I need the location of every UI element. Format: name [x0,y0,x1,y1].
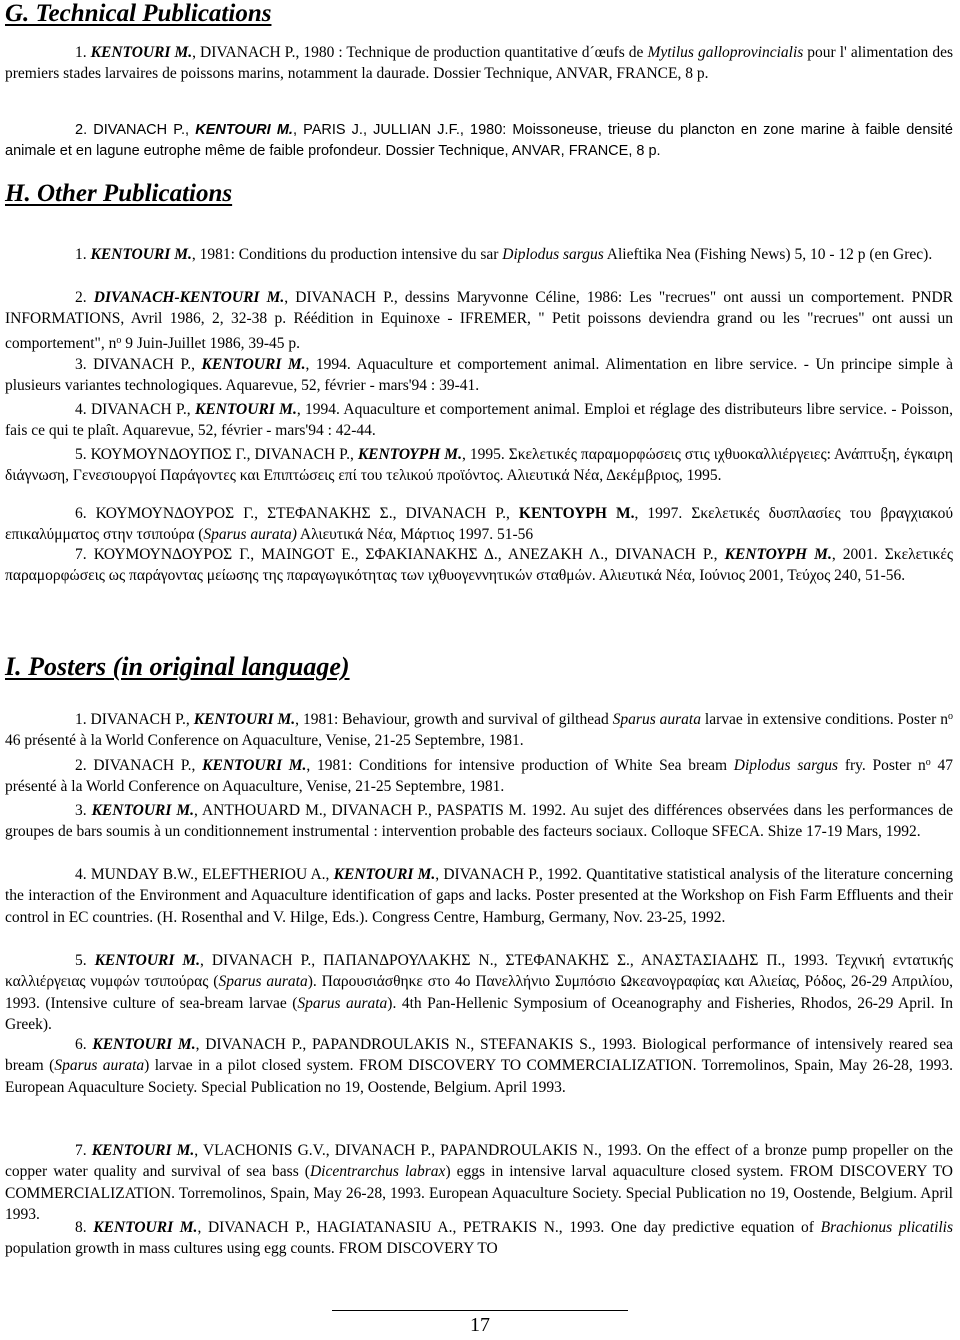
entry-text: larvae in extensive conditions. Poster n [701,711,948,728]
entry-text: , DIVANACH P., HAGIATANASIU A., PETRAKIS N., 1993. One day predictive equation of [197,1219,821,1236]
entry-text: , VLACHONIS G.V., DIVANACH P., PAPANDROULAKIS N., 1993. On the effect of a bronze pump propeller on the copper water quality and survival of sea bass ( [5,1142,954,1181]
entry-text: KENTOURI M. [195,401,297,418]
entry-text: , DIVANACH P., dessins Maryvonne Céline, 1986: Les "recrues" ont aussi un comportement. PNDR INFORMATIONS, Avril 1986, 2, 32-38 p. Réédition in Equinoxe - IFREMER, " Petit poissons deviendra grand ou les "recrues" ont aussi un comportement", n [5,289,954,352]
entry-text: Sparus aurata [218,973,308,991]
publication-entry [5,42,953,85]
entry-text: o [925,757,931,768]
entry-text: ΚΕΝΤΟΥΡΗ Μ. [724,546,832,563]
entry-text: 4. MUNDAY B.W., ELEFTHERIOU A., [75,866,334,883]
publication-entry [5,354,953,397]
entry-text: 3. DIVANACH P., [75,356,202,373]
entry-text: fry. Poster n [838,757,926,774]
entry-text: KENTOURI M. [333,866,436,883]
publication-entry [5,752,953,798]
publication-entry [5,1140,953,1226]
publication-entry [5,120,953,163]
entry-text: Brachionus plicatilis [820,1219,954,1236]
entry-text: KENTOURI M. [94,952,201,969]
entry-text: ). 4th Pan-Hellenic Symposium of Oceanography and Fisheries, Rhodos, 26-29 April. In Greek). [5,994,953,1034]
publication-entry [5,864,953,928]
entry-text: , 2001. Σκελετικές παραμορφώσεις ως παράγοντας μείωσης της παραγωγικότητας των ιχθυογεννητικών σταθμών. Αλιευτικά Νέα, Ιούνιος 2001, Τεύχος 240, 51-56. [5,546,953,585]
publication-entry [5,1034,953,1098]
entry-text: ΚΕΝΤΟΥΡΗ Μ. [357,446,462,463]
section-heading-other-publications: H. Other Publications [5,180,233,207]
entry-text: 6. [75,1036,93,1053]
entry-text: , 1981: Conditions for intensive production of White Sea bream [306,757,734,774]
entry-text: KENTOURI M. [92,1036,196,1053]
entry-text: o [947,711,953,722]
entry-text: 1. DIVANACH P., [75,711,194,728]
entry-text: , DIVANACH P., ΠΑΠΑΝΔΡΟΥΛΑΚΗΣ Ν., ΣΤΕΦΑΝΑΚΗΣ Σ., ΑΝΑΣΤΑΣΙΑΔΗΣ Π., 1993. Τεχνική εντατικής καλλιέργειας νυμφών τσιπούρας ( [5,952,953,991]
entry-text: Sparus aurata [612,711,701,728]
entry-text: KENTOURI M. [90,246,192,263]
entry-text: , 1981: Conditions du production intensive du sar [191,246,503,263]
entry-text: 2. DIVANACH P., [75,757,203,774]
entry-text: o [116,334,122,346]
entry-text: , 1994. Aquaculture et comportement animal. Alimentation en libre service. - Un principe simple à plusieurs variantes technologiques. Aquarevue, 52, février - mars'94 : 39-41. [5,356,953,395]
publication-entry [5,399,953,442]
entry-text: Diplodus sargus [733,757,839,774]
entry-text: Sparus aurata [297,994,388,1012]
entry-text: ) larvae in a pilot closed system. FROM DISCOVERY TO COMMERCIALIZATION. Torremolinos, Spain, May 26-28, 1993. European Aquaculture Society. Special Publication no 19, Oostende, Belgium. April 1993. [5,1057,954,1096]
entry-text: 7. [75,1142,92,1159]
entry-text: Sparus aurata [54,1057,145,1075]
entry-text: KENTOURI M. [201,356,306,373]
entry-text: KENTOURI M. [91,1142,195,1159]
publication-entry [5,706,953,752]
entry-text: 5. ΚΟΥΜΟΥΝΔΟΥΠΟΣ Γ., DIVANACH P., [75,446,358,463]
page-number: 17 [470,1314,490,1336]
entry-text: population growth in mass cultures using egg counts. FROM DISCOVERY TO [5,1240,498,1258]
entry-text: 6. ΚΟΥΜΟΥΝΔΟΥΡΟΣ Γ., ΣΤΕΦΑΝΑΚΗΣ Σ., DIVANACH P., [75,505,519,522]
entry-text: pour l' alimentation des premiers stades larvaires de poissons marins, notamment la daurade. Dossier Technique, ANVAR, FRANCE, 8 p. [5,44,953,83]
entry-text: Dicentrarchus labrax [309,1163,446,1181]
publication-entry [5,244,953,265]
entry-text: 2. DIVANACH P., [75,122,196,138]
entry-text: Mytilus galloprovincialis [647,44,804,61]
entry-text: ). Παρουσιάσθηκε στο 4ο Πανελλήνιο Συμπόσιο Ωκεανογραφίας και Αλιείας, Ρόδος, 26-29 Απριλίου, 1993. (Intensive culture of sea-bream larvae ( [5,973,953,1012]
entry-text: 9 Juin-Juillet 1986, 39-45 p. [121,334,301,352]
publication-entry [5,287,953,354]
page-number-rule [332,1310,628,1311]
entry-text: KENTOURI M. [193,711,296,728]
entry-text: , DIVANACH P., 1980 : Technique de production quantitative d´œufs de [192,44,648,61]
entry-text: ΚΕΝΤΟΥΡΗ Μ. [518,505,635,522]
publication-entry [5,950,953,1036]
publication-entry [5,444,953,487]
entry-text: 5. [75,952,95,969]
publication-entry [5,800,953,843]
entry-text: 46 présenté à la World Conference on Aquaculture, Venise, 21-25 Septembre, 1981. [5,732,524,750]
entry-text: DIVANACH-KENTOURI M. [93,289,285,306]
entry-text: 8. [75,1219,94,1236]
section-heading-posters: I. Posters (in original language) [5,652,350,681]
entry-text: 3. [75,802,92,819]
entry-text: 2. [75,289,94,306]
entry-text: Αλιευτικά Νέα, Μάρτιος 1997. 51-56 [296,526,534,544]
publication-entry [5,544,953,587]
entry-text: 1. [75,44,91,61]
entry-text: 47 présenté à la World Conference on Aquaculture, Venise, 21-25 Septembre, 1981. [5,757,954,796]
publication-entry [5,503,953,546]
entry-text: KENTOURI M. [195,122,293,138]
entry-text: , ANTHOUARD M., DIVANACH P., PASPATIS M. 1992. Au sujet des différences observées dans les performances de groupes de bars soumis à un conditionnement instrumental : intervention probable des facteurs sociaux. Colloque SFECA. Shize 17-19 Mars, 1992. [5,802,953,841]
entry-text: 7. ΚΟΥΜΟΥΝΔΟΥΡΟΣ Γ., ΜΑΙΝGOT Ε., ΣΦΑΚΙΑΝΑΚΗΣ Δ., ΑΝΕΖΑΚΗ Λ., DIVANACH P., [75,546,725,563]
entry-text: , 1981: Behaviour, growth and survival of gilthead [295,711,613,728]
entry-text: Alieftika Nea (Fishing News) 5, 10 - 12 p (en Grec). [603,246,933,263]
entry-text: 4. DIVANACH P., [75,401,195,418]
entry-text: Diplodus sargus [502,246,604,263]
section-heading-technical-publications: G. Technical Publications [5,0,272,27]
entry-text: , DIVANACH P., 1992. Quantitative statistical analysis of the literature concerning the interaction of the Environment and Aquaculture identification of gaps and lacks. Poster presented at the Workshop on Fish Farm Effluents and their control in EC countries. (H. Rosenthal and V. Hilge, Eds.). Congress Centre, Hamburg, Germany, Nov. 23-25, 1992. [5,866,953,926]
entry-text: , PARIS J., JULLIAN J.F., 1980: Moissoneuse, trieuse du plancton en zone marine à faible densité animale et en lagune eutrophe même de faible profondeur. Dossier Technique, ANVAR, FRANCE, 8 p. [5,122,953,160]
entry-text: KENTOURI M. [91,802,194,819]
entry-text: ) eggs in intensive larval aquaculture closed system. FROM DISCOVERY TO COMMERCIALIZATION. Torremolinos, Spain, May 26-28, 1993. European Aquaculture Society. Special Publication no 19, Oostende, Belgium. April 1993. [5,1163,953,1224]
publication-entry [5,1217,953,1260]
entry-text: KENTOURI M. [90,44,193,61]
entry-text: , 1995. Σκελετικές παραμορφώσεις στις ιχθυοκαλλιέργειες: Ανάπτυξη, έγκαιρη διάγνωση, Γενεσιουργοί Παράγοντες και Επιπτώσεις επί του τελικού προϊόντος. Αλιευτικά Νέα, Δεκέμβριος, 1995. [5,446,953,485]
entry-text: , 1994. Aquaculture et comportement animal. Emploi et réglage des distributeurs libre service. - Poisson, fais ce qui te plaît. Aquarevue, 52, février - mars'94 : 42-44. [5,401,953,440]
entry-text: , 1997. Σκελετικές δυσπλασίες του βραγχιακού επικαλύμματος στην τσιπούρα ( [5,505,953,544]
entry-text: KENTOURI M. [202,757,307,774]
entry-text: KENTOURI M. [93,1219,198,1236]
entry-text: Sparus aurata) [203,526,297,544]
entry-text: , DIVANACH P., PAPANDROULAKIS N., STEFANAKIS S., 1993. Biological performance of intensively reared sea bream ( [5,1036,954,1075]
entry-text: 1. [75,246,91,263]
